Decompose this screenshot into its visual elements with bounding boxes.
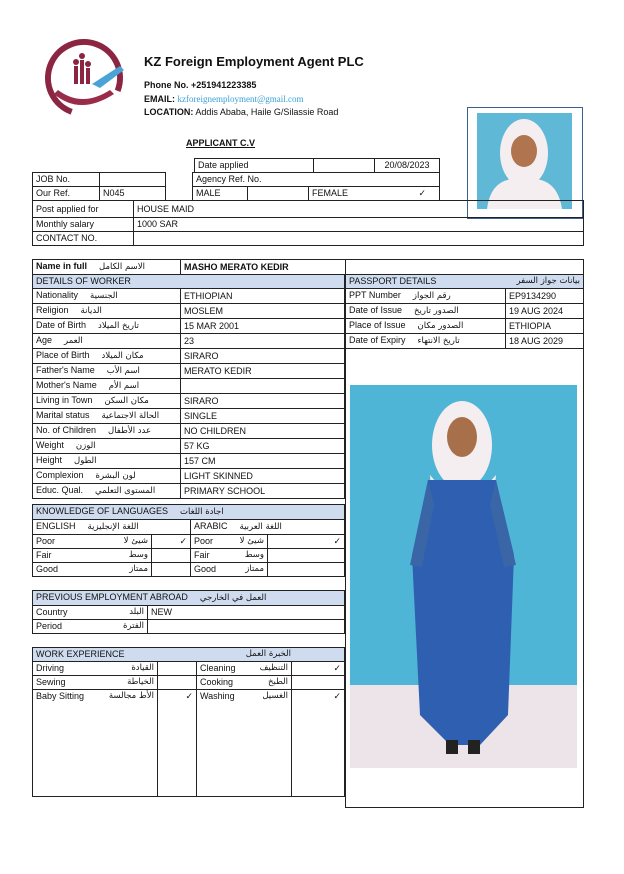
arabic-level-check: ✓ (268, 535, 345, 549)
experience-check-right: ✓ (292, 690, 345, 797)
worker-row (33, 364, 345, 379)
our-ref-value: N045 (100, 187, 166, 201)
arabic-level-label: Good ممتاز (191, 563, 268, 577)
experience-skill-left: Sewing الخياطة (33, 676, 158, 690)
worker-row (33, 289, 345, 304)
date-applied-label: Date applied (195, 159, 314, 173)
worker-row (33, 469, 345, 484)
name-table (32, 259, 584, 275)
worker-field-value: NO CHILDREN (181, 424, 345, 439)
worker-field-label: Age العمر (33, 334, 181, 349)
company-email: EMAIL: kzforeignemployment@gmail.com (144, 94, 304, 104)
english-level-label: Good ممتاز (33, 563, 152, 577)
worker-field-value: ETHIOPIAN (181, 289, 345, 304)
worker-field-label: Marital status الحالة الاجتماعية (33, 409, 181, 424)
worker-field-label: Height الطول (33, 454, 181, 469)
worker-row (33, 304, 345, 319)
worker-field-value: 23 (181, 334, 345, 349)
passport-field-label: Date of Issue الصدور تاريخ (346, 304, 506, 319)
date-applied-value: 20/08/2023 (375, 159, 440, 173)
name-right-cell (346, 260, 584, 275)
worker-field-label: Weight الوزن (33, 439, 181, 454)
job-no-value (100, 173, 166, 187)
worker-field-label: Living in Town مكان السكن (33, 394, 181, 409)
worker-row (33, 409, 345, 424)
previous-header: PREVIOUS EMPLOYMENT ABROAD العمل في الخارجي (33, 591, 345, 606)
worker-field-label: No. of Children عدد الأطفال (33, 424, 181, 439)
experience-check-right (292, 676, 345, 690)
experience-skill-right: Cooking الطبخ (197, 676, 292, 690)
passport-field-label: PPT Number رقم الجواز (346, 289, 506, 304)
worker-field-label: Place of Birth مكان الميلاد (33, 349, 181, 364)
experience-skill-right: Washing الغسيل (197, 690, 292, 797)
worker-row (33, 334, 345, 349)
passport-field-label: Place of Issue الصدور مكان (346, 319, 506, 334)
experience-header: WORK EXPERIENCE الخبرة العمل (33, 648, 345, 662)
company-logo (40, 36, 130, 120)
english-header: ENGLISH اللغة الإنجليزية (33, 520, 191, 535)
job-no-label: JOB No. (33, 173, 100, 187)
worker-row (33, 319, 345, 334)
worker-details-table (32, 274, 345, 499)
company-phone: Phone No. +251941223385 (144, 80, 257, 90)
worker-row (33, 394, 345, 409)
worker-field-value: 57 KG (181, 439, 345, 454)
worker-field-value: MERATO KEDIR (181, 364, 345, 379)
arabic-header: ARABIC اللغة العربية (191, 520, 345, 535)
worker-row (33, 454, 345, 469)
ref-spacer-2 (166, 187, 193, 201)
worker-row (33, 484, 345, 499)
ref-table (32, 172, 440, 201)
page-title: APPLICANT C.V (186, 138, 256, 148)
experience-row (33, 662, 345, 676)
passport-field-value: ETHIOPIA (506, 319, 584, 334)
english-level-label: Poor شيئ لا (33, 535, 152, 549)
english-level-check (152, 563, 191, 577)
period-label: Period الفترة (33, 620, 148, 634)
passport-field-value: 19 AUG 2024 (506, 304, 584, 319)
experience-skill-left: Baby Sitting الأط مجالسة (33, 690, 158, 797)
language-row (33, 563, 345, 577)
post-table (32, 200, 584, 246)
experience-check-left: ✓ (158, 690, 197, 797)
experience-row (33, 690, 345, 797)
experience-row (33, 676, 345, 690)
passport-row (346, 304, 584, 319)
worker-field-value: SIRARO (181, 349, 345, 364)
worker-field-value: LIGHT SKINNED (181, 469, 345, 484)
passport-row (346, 319, 584, 334)
company-location: LOCATION: Addis Ababa, Haile G/Silassie Road (144, 107, 339, 117)
applicant-photo-full (350, 385, 577, 768)
female-check: ✓ (418, 188, 426, 198)
passport-table (345, 274, 584, 349)
passport-field-value: EP9134290 (506, 289, 584, 304)
worker-field-label: Religion الديانة (33, 304, 181, 319)
experience-check-left (158, 662, 197, 676)
experience-skill-right: Cleaning التنظيف (197, 662, 292, 676)
language-row (33, 535, 345, 549)
languages-table (32, 504, 345, 577)
date-applied-spacer (314, 159, 375, 173)
name-label-cell: Name in full الاسم الكامل (33, 260, 181, 275)
country-label: Country البلد (33, 606, 148, 620)
work-experience-table (32, 647, 345, 797)
arabic-level-check (268, 549, 345, 563)
arabic-level-label: Fair وسط (191, 549, 268, 563)
agency-ref-label: Agency Ref. No. (193, 173, 440, 187)
arabic-level-label: Poor شيئ لا (191, 535, 268, 549)
ref-spacer (166, 173, 193, 187)
worker-field-value: 15 MAR 2001 (181, 319, 345, 334)
worker-field-value: 157 CM (181, 454, 345, 469)
name-value: MASHO MERATO KEDIR (181, 260, 346, 275)
worker-field-label: Nationality الجنسية (33, 289, 181, 304)
previous-employment-table (32, 590, 345, 634)
experience-check-left (158, 676, 197, 690)
worker-field-value (181, 379, 345, 394)
period-value (148, 620, 345, 634)
passport-field-value: 18 AUG 2029 (506, 334, 584, 349)
contact-value (134, 232, 584, 246)
experience-check-right: ✓ (292, 662, 345, 676)
our-ref-label: Our Ref. (33, 187, 100, 201)
worker-field-label: Complexion لون البشرة (33, 469, 181, 484)
worker-row (33, 424, 345, 439)
post-label: Post applied for (33, 201, 134, 218)
female-cell: FEMALE ✓ (309, 187, 440, 201)
english-level-check: ✓ (152, 535, 191, 549)
worker-row (33, 379, 345, 394)
language-row (33, 549, 345, 563)
male-label: MALE (193, 187, 248, 201)
passport-row (346, 289, 584, 304)
worker-field-value: MOSLEM (181, 304, 345, 319)
passport-field-label: Date of Expiry تاريخ الانتهاء (346, 334, 506, 349)
male-check (248, 187, 309, 201)
country-value: NEW (148, 606, 345, 620)
worker-field-value: SIRARO (181, 394, 345, 409)
experience-skill-left: Driving القيادة (33, 662, 158, 676)
worker-field-label: Date of Birth تاريخ الميلاد (33, 319, 181, 334)
date-applied-table (194, 158, 440, 173)
arabic-level-check (268, 563, 345, 577)
salary-value: 1000 SAR (134, 218, 584, 232)
english-level-label: Fair وسط (33, 549, 152, 563)
languages-header: KNOWLEDGE OF LANGUAGES اجادة اللغات (33, 505, 345, 520)
worker-row (33, 439, 345, 454)
worker-field-label: Educ. Qual. المستوى التعلمي (33, 484, 181, 499)
passport-row (346, 334, 584, 349)
post-value: HOUSE MAID (134, 201, 584, 218)
worker-row (33, 349, 345, 364)
english-level-check (152, 549, 191, 563)
company-name: KZ Foreign Employment Agent PLC (144, 54, 364, 69)
contact-label: CONTACT NO. (33, 232, 134, 246)
worker-field-value: SINGLE (181, 409, 345, 424)
worker-field-label: Mother's Name اسم الأم (33, 379, 181, 394)
salary-label: Monthly salary (33, 218, 134, 232)
worker-header: DETAILS OF WORKER (33, 275, 345, 289)
worker-field-label: Father's Name اسم الأب (33, 364, 181, 379)
worker-field-value: PRIMARY SCHOOL (181, 484, 345, 499)
passport-header: PASSPORT DETAILS بيانات جواز السفر (346, 275, 584, 289)
